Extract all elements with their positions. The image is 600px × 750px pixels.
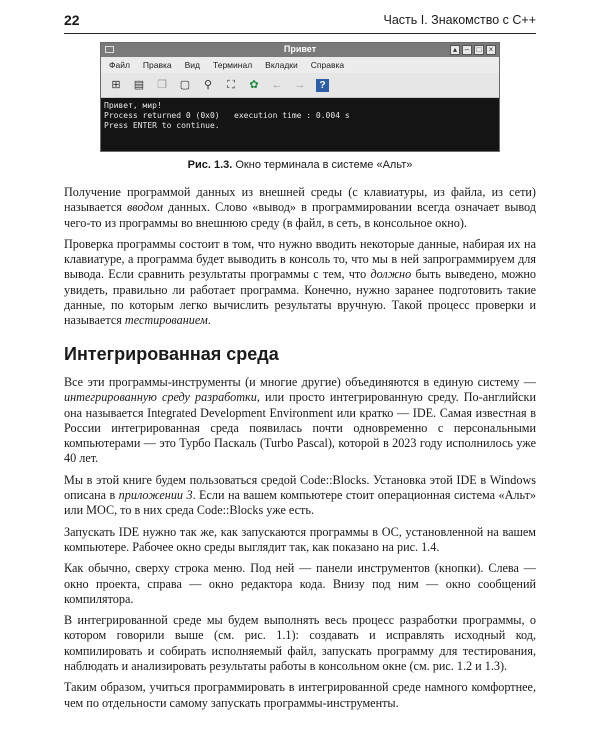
menu-help[interactable]: Справка bbox=[310, 60, 345, 70]
terminal-line: Process returned 0 (0x0) execution time : 0.004 s bbox=[104, 111, 350, 120]
running-title: Часть I. Знакомство с С++ bbox=[383, 13, 536, 27]
menu-edit[interactable]: Правка bbox=[142, 60, 172, 70]
figure-caption bbox=[64, 159, 536, 171]
fullscreen-icon[interactable]: ⛶ bbox=[227, 79, 235, 91]
paragraph: Как обычно, сверху строка меню. Под ней — панели инструментов (кнопки). Слева — окно проекта, справа — окно редактора кода. Внизу под ним — окно сообщений компилятора. bbox=[64, 561, 536, 606]
paragraph: Проверка программы состоит в том, что нужно вводить некоторые данные, набирая их на клавиатуре, а программа будет выводить в консоль то, что мы в ней запрограммируем для вывода. Если сравнить результаты программы с тем, что должно быть выведено, можно увидеть, правильно ли работает программа. Конечно, нужно заранее подготовить такие данные, по которым легко вычислить результаты вручную. Такой процесс проверки и называется тестированием. bbox=[64, 236, 536, 328]
paragraph: Запускать IDE нужно так же, как запускаются программы в ОС, установленной на вашем компьютере. Рабочее окно среды выглядит так, как показано на рис. 1.4. bbox=[64, 524, 536, 554]
terminal-titlebar bbox=[101, 43, 499, 57]
new-tab-icon[interactable]: ⊞ bbox=[111, 79, 121, 91]
forward-arrow-icon[interactable]: → bbox=[294, 79, 306, 91]
maximize-button[interactable]: □ bbox=[474, 45, 484, 55]
caption-label: Рис. 1.3. bbox=[187, 159, 233, 171]
search-icon[interactable]: ⚲ bbox=[203, 79, 213, 91]
back-arrow-icon[interactable]: ← bbox=[271, 79, 283, 91]
terminal-output[interactable] bbox=[101, 98, 499, 151]
minimize-button[interactable]: – bbox=[462, 45, 472, 55]
paste-icon[interactable]: ▢ bbox=[179, 79, 191, 91]
menu-file[interactable]: Файл bbox=[109, 60, 130, 70]
page-header bbox=[64, 12, 536, 34]
menu-tabs[interactable]: Вкладки bbox=[265, 60, 298, 70]
copy-icon[interactable]: ❐ bbox=[157, 79, 167, 91]
menu-view[interactable]: Вид bbox=[184, 60, 201, 70]
paragraph: Таким образом, учиться программировать в интегрированной среде намного комфортнее, чем по отдельности самому запускать программы-инструменты. bbox=[64, 680, 536, 710]
terminal-line: Press ENTER to continue. bbox=[104, 121, 220, 130]
settings-icon[interactable]: ✿ bbox=[249, 79, 259, 91]
caption-text: Окно терминала в системе «Альт» bbox=[235, 159, 413, 171]
paragraph: Получение программой данных из внешней среды (с клавиатуры, из файла, из сети) называется вводом данных. Слово «вывод» в программировании всегда означает вывод чего-то из программы во внешнюю среду (в файл, в сеть, в консольное окно). bbox=[64, 185, 536, 230]
terminal-menubar bbox=[101, 57, 499, 73]
new-window-icon[interactable]: ▤ bbox=[133, 79, 145, 91]
page-number: 22 bbox=[64, 12, 80, 28]
paragraph: Все эти программы-инструменты (и многие другие) объединяются в единую систему — интегрированную среду разработки, или просто интегрированную среду. По-английски она называется Integrated Development Environment или кратко — IDE. Самая известная в России интегрированная среда появилась почти одновременно с персональными компьютерами — это Турбо Паскаль (Turbo Pascal), которой в 2023 году исполнилось уже 40 лет. bbox=[64, 375, 536, 466]
section-heading: Интегрированная среда bbox=[64, 344, 279, 364]
paragraph: Мы в этой книге будем пользоваться средой Code::Blocks. Установка этой IDE в Windows описана в приложении 3. Если на вашем компьютере стоит операционная система «Альт» или МОС, то в них среда Code::Blocks уже есть. bbox=[64, 472, 536, 518]
terminal-figure bbox=[100, 42, 500, 152]
body-text-top bbox=[64, 185, 536, 335]
terminal-title: Привет bbox=[283, 44, 317, 54]
body-text-section bbox=[64, 375, 536, 717]
paragraph: В интегрированной среде мы будем выполнять весь процесс разработки программы, о котором говорили выше (см. рис. 1.1): создавать и исправлять исходный код, компилировать и собирать исполняемый файл, запускать программу для тестирования, наблюдать и анализировать результаты работы в консольном окне (см. рис. 1.2 и 1.3). bbox=[64, 613, 536, 674]
help-icon[interactable]: ? bbox=[316, 79, 329, 92]
terminal-line: Привет, мир! bbox=[104, 101, 162, 110]
close-button[interactable]: × bbox=[486, 45, 496, 55]
keep-above-button[interactable]: ▴ bbox=[450, 45, 460, 55]
menu-terminal[interactable]: Терминал bbox=[213, 60, 253, 70]
header-rule bbox=[64, 33, 536, 34]
terminal-toolbar bbox=[101, 73, 499, 98]
